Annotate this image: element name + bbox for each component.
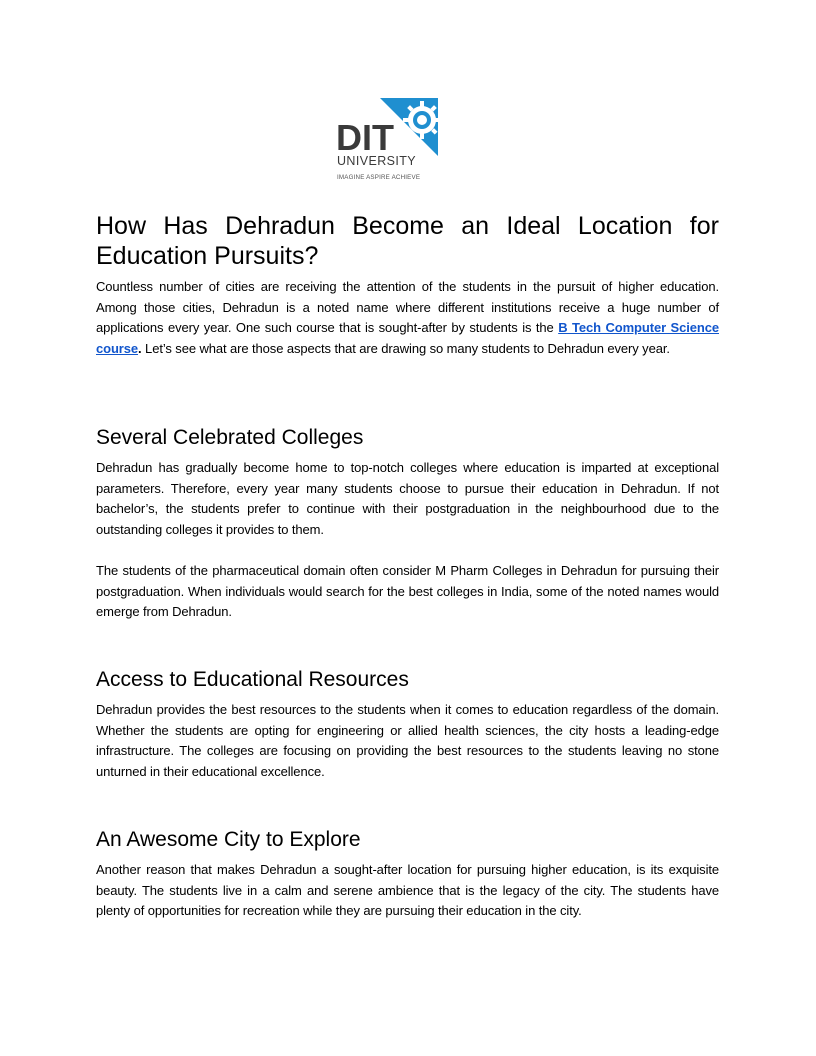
intro-text-after: Let’s see what are those aspects that are drawing so many students to Dehradun every year. — [141, 341, 670, 357]
section-paragraph: The students of the pharmaceutical domain often consider M Pharm Colleges in Dehradun for pursuing their postgraduation. When individuals would search for the best colleges in India, some of the noted names would emerge from Dehradun. — [96, 563, 719, 620]
title-word: Ideal — [506, 212, 561, 240]
title-word: an — [461, 212, 490, 240]
logo-sub-text: UNIVERSITY — [337, 154, 417, 168]
section-paragraph: Dehradun has gradually become home to top-notch colleges where education is imparted at exceptional parameters. Therefore, every year many students choose to pursue their education in Dehradun. If not bachelor’s, the students prefer to continue with their postgraduation in the neighbourhood due to the outstanding colleges it provides to them. — [96, 460, 719, 538]
intro-text-before: Countless number of cities are receiving the attention of the students in the pursuit of higher education. Among those cities, Dehradun is a noted name where different institutions receive a huge number of applications every year. One such course that is sought-after by students is the — [96, 279, 719, 336]
title-line-2: Education Pursuits? — [96, 242, 319, 270]
title-line-1 — [96, 211, 719, 241]
dit-university-logo — [336, 98, 440, 182]
logo-brand-text: DIT — [336, 117, 394, 158]
section-paragraph: Another reason that makes Dehradun a sought-after location for pursuing higher education, is its exquisite beauty. The students live in a calm and serene ambience that is the legacy of the city. The students have plenty of opportunities for recreation while they are pursuing their education in the city. — [96, 862, 719, 919]
title-word: Location — [577, 212, 673, 240]
intro-paragraph — [96, 277, 719, 360]
b-tech-cs-course-link[interactable]: B Tech Computer Science course — [96, 320, 719, 357]
section-paragraph: Dehradun provides the best resources to the students when it comes to education regardless of the domain. Whether the students are opting for engineering or allied health sciences, the city hosts a leading-edge infrastructure. The colleges are focusing on providing the best resources to the students leaving no stone unturned in their educational excellence. — [96, 702, 719, 780]
title-word: How — [96, 212, 147, 240]
title-word: Become — [352, 212, 444, 240]
section-heading: An Awesome City to Explore — [96, 828, 361, 851]
intro-link-period: . — [138, 341, 142, 357]
title-word: Has — [163, 212, 208, 240]
page-title — [96, 211, 719, 271]
gear-triangle-logo-icon — [336, 98, 440, 182]
logo-tagline: IMAGINE ASPIRE ACHIEVE — [337, 174, 421, 181]
title-word: for — [689, 212, 719, 240]
title-word: Dehradun — [225, 212, 335, 240]
section-heading: Access to Educational Resources — [96, 668, 409, 691]
section-heading: Several Celebrated Colleges — [96, 426, 364, 449]
